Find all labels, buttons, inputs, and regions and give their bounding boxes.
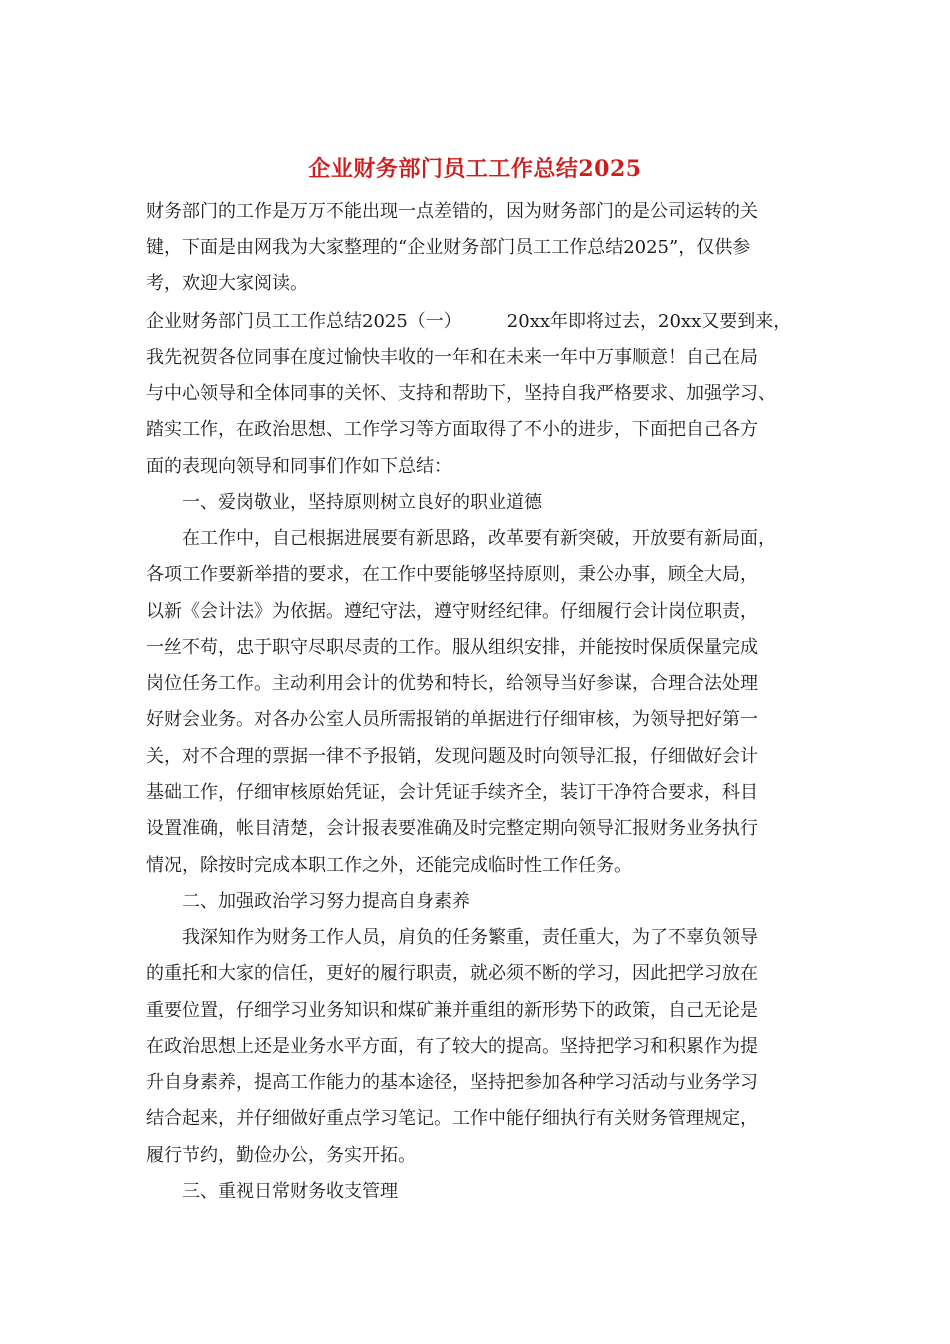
text-line: 结合起来，并仔细做好重点学习笔记。工作中能仔细执行有关财务管理规定，	[146, 1108, 758, 1129]
text-line: 岗位任务工作。主动利用会计的优势和特长，给领导当好参谋，合理合法处理	[146, 673, 758, 694]
text-line: 的重托和大家的信任，更好的履行职责，就必须不断的学习，因此把学习放在	[146, 963, 758, 984]
section-heading: 三、重视日常财务收支管理	[146, 1181, 398, 1202]
text-line: 一丝不苟，忠于职守尽职尽责的工作。服从组织安排，并能按时保质保量完成	[146, 637, 758, 658]
document-title: 企业财务部门员工工作总结2025	[308, 156, 642, 182]
text-line: 升自身素养，提高工作能力的基本途径，坚持把参加各种学习活动与业务学习	[146, 1072, 758, 1093]
text-line: 好财会业务。对各办公室人员所需报销的单据进行仔细审核，为领导把好第一	[146, 709, 758, 730]
text-line: 踏实工作，在政治思想、工作学习等方面取得了不小的进步，下面把自己各方	[146, 419, 758, 440]
text-line: 在工作中，自己根据进展要有新思路，改革要有新突破，开放要有新局面，	[146, 528, 776, 549]
text-line: 与中心领导和全体同事的关怀、支持和帮助下，坚持自我严格要求、加强学习、	[146, 383, 776, 404]
text-line: 各项工作要新举措的要求，在工作中要能够坚持原则，秉公办事，顾全大局，	[146, 564, 758, 585]
text-line: 我深知作为财务工作人员，肩负的任务繁重，责任重大，为了不辜负领导	[146, 927, 758, 948]
text-line: 企业财务部门员工工作总结2025（一） 20xx年即将过去，20xx又要到来，	[146, 311, 792, 332]
text-line: 设置准确，帐目清楚，会计报表要准确及时完整定期向领导汇报财务业务执行	[146, 818, 758, 839]
section-heading: 一、爱岗敬业，坚持原则树立良好的职业道德	[146, 492, 542, 513]
text-line: 基础工作，仔细审核原始凭证，会计凭证手续齐全，装订干净符合要求，科目	[146, 782, 758, 803]
text-line: 重要位置，仔细学习业务知识和煤矿兼并重组的新形势下的政策，自己无论是	[146, 1000, 758, 1021]
text-line: 财务部门的工作是万万不能出现一点差错的，因为财务部门的是公司运转的关	[146, 201, 758, 222]
text-line: 以新《会计法》为依据。遵纪守法，遵守财经纪律。仔细履行会计岗位职责，	[146, 601, 758, 622]
text-line: 面的表现向领导和同事们作如下总结：	[146, 456, 452, 477]
text-line: 考，欢迎大家阅读。	[146, 273, 308, 294]
text-line: 在政治思想上还是业务水平方面，有了较大的提高。坚持把学习和积累作为提	[146, 1036, 758, 1057]
text-line: 情况，除按时完成本职工作之外，还能完成临时性工作任务。	[146, 855, 632, 876]
section-heading: 二、加强政治学习努力提高自身素养	[146, 891, 470, 912]
text-line: 关，对不合理的票据一律不予报销，发现问题及时向领导汇报，仔细做好会计	[146, 746, 758, 767]
text-line: 我先祝贺各位同事在度过愉快丰收的一年和在未来一年中万事顺意！自己在局	[146, 347, 758, 368]
text-line: 键，下面是由网我为大家整理的“企业财务部门员工工作总结2025”，仅供参	[146, 237, 751, 258]
text-line: 履行节约，勤俭办公，务实开拓。	[146, 1145, 416, 1166]
